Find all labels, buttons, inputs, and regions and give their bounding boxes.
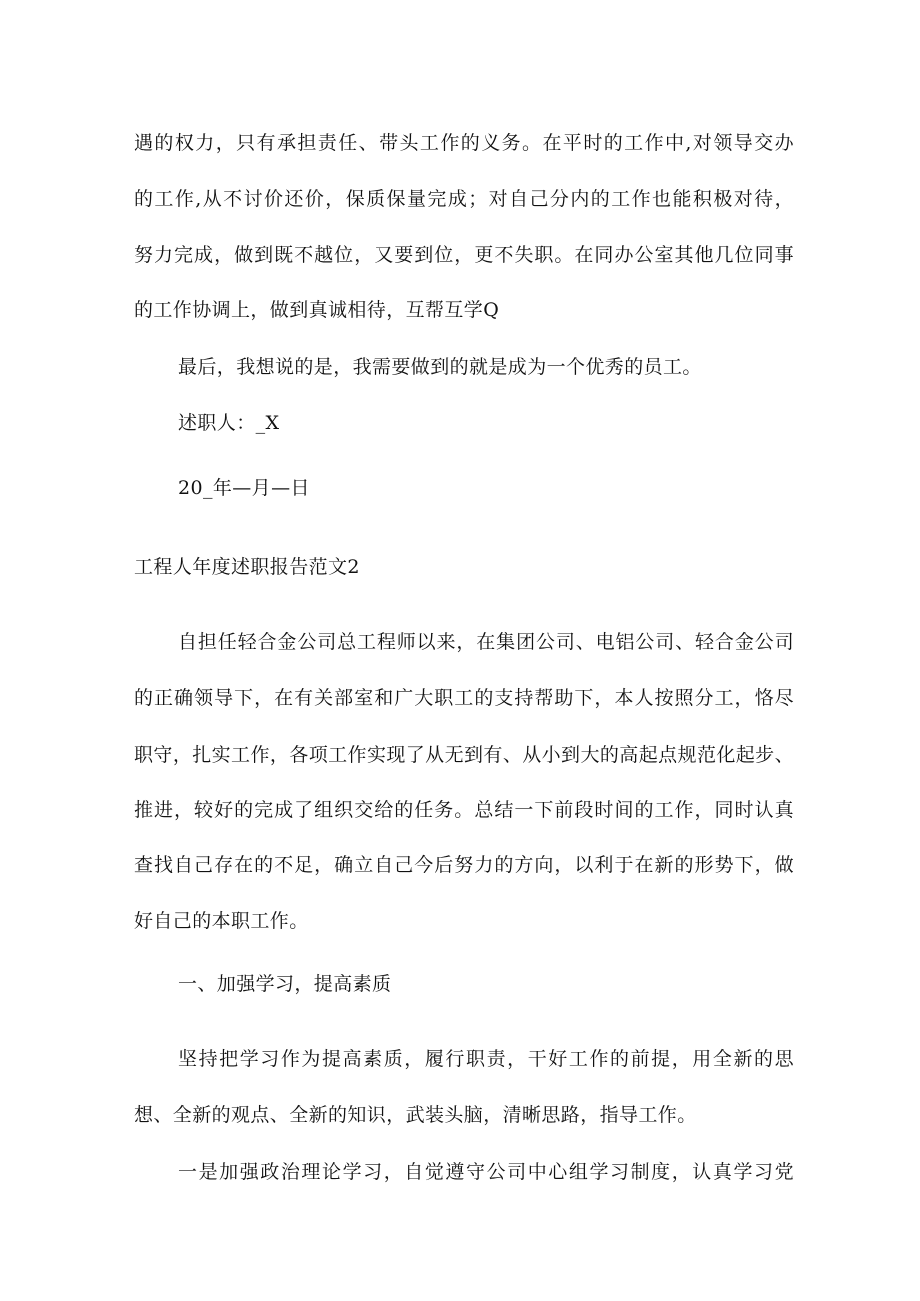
paragraph-line: 一是加强政治理论学习，自觉遵守公司中心组学习制度，认真学习党 <box>178 1161 794 1183</box>
section-title: 工程人年度述职报告范文2 <box>134 556 360 578</box>
paragraph-line: 的工作协调上，做到真诚相待，互帮互学Q <box>134 299 500 321</box>
paragraph-line: 的正确领导下，在有关部室和广大职工的支持帮助下，本人按照分工，恪尽 <box>134 687 794 709</box>
paragraph-line: 的工作,从不讨价还价，保质保量完成；对自己分内的工作也能积极对待， <box>134 188 794 210</box>
paragraph-line: 遇的权力，只有承担责任、带头工作的义务。在平时的工作中,对领导交办 <box>134 132 794 154</box>
paragraph-line: 推进，较好的完成了组织交给的任务。总结一下前段时间的工作，同时认真 <box>134 799 794 821</box>
paragraph-line: 自担任轻合金公司总工程师以来，在集团公司、电铝公司、轻合金公司 <box>178 631 794 653</box>
signature: 述职人：_X <box>178 412 280 434</box>
paragraph-line: 坚持把学习作为提高素质，履行职责，干好工作的前提，用全新的思 <box>178 1048 794 1070</box>
closing-statement: 最后，我想说的是，我需要做到的就是成为一个优秀的员工。 <box>178 356 702 378</box>
subheading: 一、加强学习，提高素质 <box>178 973 392 995</box>
paragraph-line: 查找自己存在的不足，确立自己今后努力的方向，以利于在新的形势下，做 <box>134 854 794 876</box>
paragraph-line: 努力完成，做到既不越位，又要到位，更不失职。在同办公室其他几位同事 <box>134 244 794 266</box>
date: 20_年—月—日 <box>178 477 310 499</box>
paragraph-line: 想、全新的观点、全新的知识，武装头脑，清晰思路，指导工作。 <box>134 1104 697 1126</box>
paragraph-line: 职守，扎实工作，各项工作实现了从无到有、从小到大的高起点规范化起步、 <box>134 744 794 766</box>
paragraph-line: 好自己的本职工作。 <box>134 910 309 932</box>
